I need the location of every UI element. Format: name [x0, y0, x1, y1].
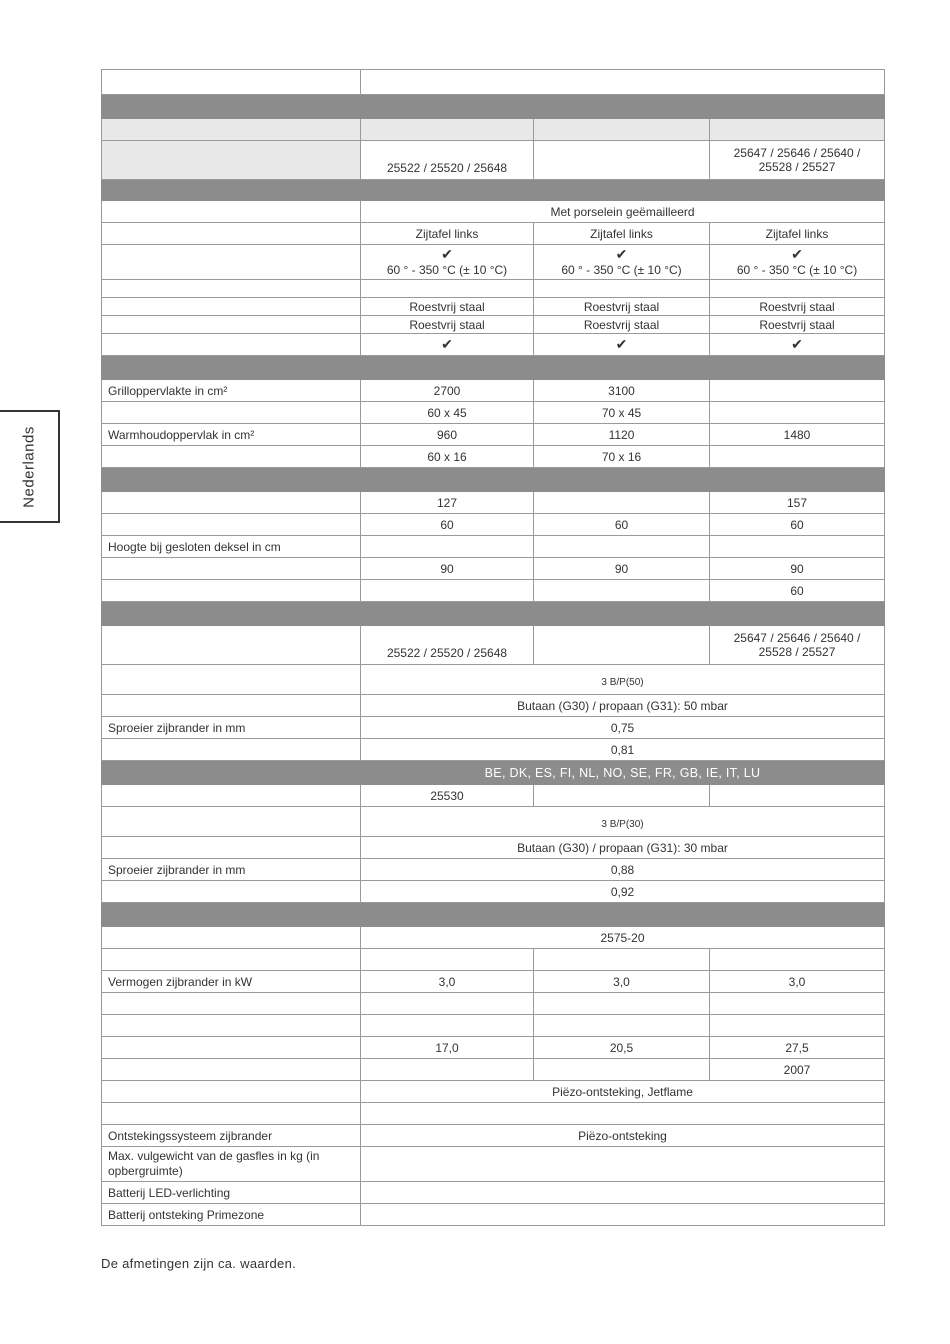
row-label: Batterij LED-verlichting	[102, 1182, 361, 1204]
gas-category: 3 B/P(30)	[601, 819, 644, 830]
cell-value	[361, 580, 534, 602]
table-row	[102, 514, 885, 536]
check-icon: ✔	[615, 336, 628, 352]
model-numbers-3: 25647 / 25646 / 25640 / 25528 / 25527	[710, 626, 885, 665]
language-tab	[0, 410, 60, 523]
cell-value: 1120	[534, 424, 710, 446]
check-icon: ✔	[615, 245, 628, 262]
cell-value: 27,5	[710, 1037, 885, 1059]
table-row	[102, 1125, 885, 1147]
cell-value: 3100	[534, 380, 710, 402]
cell-value	[710, 446, 885, 468]
material-value: Roestvrij staal	[534, 316, 710, 334]
table-row	[102, 316, 885, 334]
section-header	[102, 602, 885, 626]
table-row	[102, 665, 885, 695]
table-row	[102, 1059, 885, 1081]
table-row	[102, 536, 885, 558]
table-row	[102, 1147, 885, 1182]
section-header	[102, 761, 885, 785]
cell-value: 960	[361, 424, 534, 446]
table-row	[102, 223, 885, 245]
cell-value: 2007	[710, 1059, 885, 1081]
table-row	[102, 424, 885, 446]
surface-value: Met porselein geëmailleerd	[361, 201, 885, 223]
row-label: Vermogen zijbrander in kW	[102, 971, 361, 993]
section-header	[102, 903, 885, 927]
table-row	[102, 334, 885, 356]
cell-value: 60 x 16	[361, 446, 534, 468]
table-row	[102, 881, 885, 903]
cell-value: 90	[361, 558, 534, 580]
cell-value: 157	[710, 492, 885, 514]
table-row	[102, 949, 885, 971]
cell-value	[710, 380, 885, 402]
side-table-value: Zijtafel links	[534, 223, 710, 245]
cell-value: 17,0	[361, 1037, 534, 1059]
table-row	[102, 859, 885, 881]
table-row	[102, 695, 885, 717]
row-label: Sproeier zijbrander in mm	[102, 717, 361, 739]
model-numbers-3: 25647 / 25646 / 25640 / 25528 / 25527	[710, 141, 885, 180]
ignition-value: Piëzo-ontsteking	[361, 1125, 885, 1147]
ignition-value: Piëzo-ontsteking, Jetflame	[361, 1081, 885, 1103]
nozzle-value: 0,92	[361, 881, 885, 903]
table-row	[102, 993, 885, 1015]
gas-type: Butaan (G30) / propaan (G31): 50 mbar	[361, 695, 885, 717]
table-row	[102, 402, 885, 424]
table-row	[102, 492, 885, 514]
cell-value: 3,0	[361, 971, 534, 993]
material-value: Roestvrij staal	[710, 298, 885, 316]
check-icon: ✔	[441, 336, 453, 352]
table-row	[102, 927, 885, 949]
section-header	[102, 356, 885, 380]
material-value: Roestvrij staal	[361, 316, 534, 334]
table-row	[102, 380, 885, 402]
model-numbers-1: 25522 / 25520 / 25648	[361, 626, 534, 665]
table-row	[102, 446, 885, 468]
cell-value: 90	[710, 558, 885, 580]
table-row	[102, 971, 885, 993]
table-row	[102, 739, 885, 761]
table-row	[102, 119, 885, 141]
cell-value: 3,0	[710, 971, 885, 993]
model-numbers-1: 25522 / 25520 / 25648	[361, 141, 534, 180]
table-row	[102, 580, 885, 602]
row-label: Hoogte bij gesloten deksel in cm	[102, 536, 361, 558]
row-label: Batterij ontsteking Primezone	[102, 1204, 361, 1226]
material-value: Roestvrij staal	[710, 316, 885, 334]
cell-value: 60	[710, 514, 885, 536]
nozzle-value: 0,88	[361, 859, 885, 881]
temperature-value: 60 ° - 350 °C (± 10 °C)	[561, 262, 682, 277]
temperature-value: 60 ° - 350 °C (± 10 °C)	[736, 262, 858, 277]
cell-value: 20,5	[534, 1037, 710, 1059]
spec-table	[101, 69, 885, 1226]
cell-value	[534, 580, 710, 602]
table-row	[102, 1103, 885, 1125]
table-row	[102, 70, 885, 95]
side-table-value: Zijtafel links	[361, 223, 534, 245]
gas-type: Butaan (G30) / propaan (G31): 30 mbar	[361, 837, 885, 859]
row-label: Grilloppervlakte in cm²	[102, 380, 361, 402]
table-row	[102, 558, 885, 580]
cell-value: 70 x 45	[534, 402, 710, 424]
material-value: Roestvrij staal	[361, 298, 534, 316]
row-label: Sproeier zijbrander in mm	[102, 859, 361, 881]
check-icon: ✔	[791, 245, 803, 262]
section-header	[102, 468, 885, 492]
ce-number: 2575-20	[361, 927, 885, 949]
table-row	[102, 807, 885, 837]
table-row	[102, 280, 885, 298]
footnote: De afmetingen zijn ca. waarden.	[101, 1256, 297, 1271]
cell-value: 70 x 16	[534, 446, 710, 468]
cell-value: 1480	[710, 424, 885, 446]
cell-value: 90	[534, 558, 710, 580]
table-row	[102, 1015, 885, 1037]
table-row	[102, 717, 885, 739]
row-label: Warmhoudoppervlak in cm²	[102, 424, 361, 446]
table-row	[102, 245, 885, 280]
table-row	[102, 1182, 885, 1204]
cell-value	[710, 402, 885, 424]
gas-category: 3 B/P(50)	[601, 677, 644, 688]
model-number: 25530	[361, 785, 534, 807]
row-label: Ontstekingssysteem zijbrander	[102, 1125, 361, 1147]
section-header	[102, 95, 885, 119]
cell-value: 60	[534, 514, 710, 536]
cell-value: 60 x 45	[361, 402, 534, 424]
section-header	[102, 180, 885, 201]
table-row	[102, 201, 885, 223]
cell-value	[534, 492, 710, 514]
material-value: Roestvrij staal	[534, 298, 710, 316]
check-icon: ✔	[441, 245, 453, 262]
table-row	[102, 626, 885, 665]
table-row	[102, 1037, 885, 1059]
temperature-value: 60 ° - 350 °C (± 10 °C)	[386, 262, 508, 277]
table-row	[102, 298, 885, 316]
nozzle-value: 0,81	[361, 739, 885, 761]
table-row	[102, 1204, 885, 1226]
nozzle-value: 0,75	[361, 717, 885, 739]
cell-value: 3,0	[534, 971, 710, 993]
country-list: BE, DK, ES, FI, NL, NO, SE, FR, GB, IE, IT, LU	[361, 761, 885, 785]
cell-value: 60	[710, 580, 885, 602]
cell-value: 127	[361, 492, 534, 514]
cell-value: 60	[361, 514, 534, 536]
table-row	[102, 1081, 885, 1103]
check-icon: ✔	[791, 336, 803, 352]
side-table-value: Zijtafel links	[710, 223, 885, 245]
table-row	[102, 837, 885, 859]
table-row	[102, 785, 885, 807]
language-tab-label: Nederlands	[20, 425, 38, 508]
row-label: Max. vulgewicht van de gasfles in kg (in opbergruimte)	[102, 1147, 361, 1182]
table-row	[102, 141, 885, 180]
cell-value: 2700	[361, 380, 534, 402]
